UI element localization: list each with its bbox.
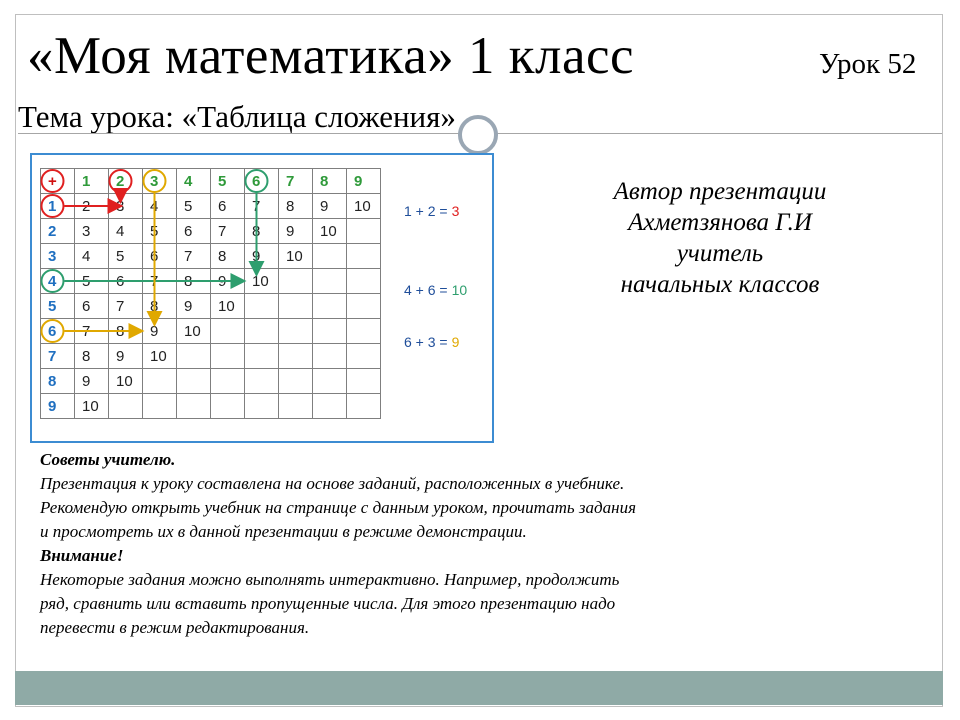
table-cell: 10	[279, 244, 313, 269]
table-cell	[143, 394, 177, 419]
table-cell: 3	[143, 169, 177, 194]
table-cell: 7	[41, 344, 75, 369]
table-cell	[211, 344, 245, 369]
table-cell	[313, 394, 347, 419]
table-cell	[279, 294, 313, 319]
table-cell: 5	[211, 169, 245, 194]
table-cell: 10	[143, 344, 177, 369]
tips-line: Рекомендую открыть учебник на странице с данным уроком, прочитать задания	[40, 498, 636, 517]
addition-table	[40, 168, 381, 419]
example-result: 3	[451, 203, 460, 219]
table-cell: 9	[41, 394, 75, 419]
lesson-topic: Тема урока: «Таблица сложения»	[18, 99, 456, 134]
table-cell	[279, 344, 313, 369]
table-cell	[245, 294, 279, 319]
table-cell	[245, 344, 279, 369]
table-cell	[347, 394, 381, 419]
table-cell: 7	[109, 294, 143, 319]
table-cell: 3	[109, 194, 143, 219]
table-cell: 9	[177, 294, 211, 319]
table-cell: 7	[75, 319, 109, 344]
table-cell	[245, 394, 279, 419]
table-cell: 8	[143, 294, 177, 319]
table-cell: 9	[143, 319, 177, 344]
table-row	[41, 369, 381, 394]
table-cell: 5	[75, 269, 109, 294]
table-cell	[347, 344, 381, 369]
table-cell: 3	[41, 244, 75, 269]
attention-heading: Внимание!	[40, 546, 124, 565]
table-cell	[279, 369, 313, 394]
table-cell: 5	[143, 219, 177, 244]
tips-line: ряд, сравнить или вставить пропущенные числа. Для этого презентацию надо	[40, 594, 616, 613]
table-row	[41, 319, 381, 344]
author-role: учитель	[676, 240, 764, 267]
table-cell: 6	[245, 169, 279, 194]
table-row	[41, 194, 381, 219]
example-result: 10	[451, 282, 468, 298]
table-row	[41, 344, 381, 369]
table-cell	[177, 344, 211, 369]
table-cell: 5	[109, 244, 143, 269]
slide-title: «Моя математика» 1 класс	[27, 27, 635, 85]
table-cell: 5	[177, 194, 211, 219]
tips-heading: Советы учителю.	[40, 450, 176, 469]
table-cell	[347, 269, 381, 294]
table-cell	[279, 319, 313, 344]
table-cell	[279, 269, 313, 294]
table-cell: 10	[347, 194, 381, 219]
table-cell	[313, 269, 347, 294]
table-cell: 7	[211, 219, 245, 244]
table-cell: 8	[211, 244, 245, 269]
footer-bar	[15, 671, 943, 705]
table-cell: 2	[41, 219, 75, 244]
table-cell: 6	[177, 219, 211, 244]
table-row	[41, 294, 381, 319]
table-cell: 1	[41, 194, 75, 219]
table-cell: 4	[75, 244, 109, 269]
table-cell: 8	[177, 269, 211, 294]
table-cell	[245, 319, 279, 344]
table-cell: 3	[75, 219, 109, 244]
table-cell: 10	[245, 269, 279, 294]
table-cell	[109, 394, 143, 419]
example-4-plus-6	[404, 282, 467, 298]
table-cell: 8	[313, 169, 347, 194]
table-cell: 10	[313, 219, 347, 244]
author-role-detail: начальных классов	[620, 271, 820, 298]
table-cell: 9	[75, 369, 109, 394]
table-cell: 8	[75, 344, 109, 369]
table-cell	[245, 369, 279, 394]
tips-line: и просмотреть их в данной презентации в режиме демонстрации.	[40, 522, 527, 541]
table-cell	[279, 394, 313, 419]
table-cell: 4	[41, 269, 75, 294]
table-cell	[313, 294, 347, 319]
table-cell: 9	[245, 244, 279, 269]
table-header-row	[41, 169, 381, 194]
table-cell	[177, 394, 211, 419]
table-cell: 6	[143, 244, 177, 269]
table-cell	[347, 219, 381, 244]
table-cell	[347, 319, 381, 344]
table-cell	[313, 369, 347, 394]
tips-line: перевести в режим редактирования.	[40, 618, 310, 637]
table-cell: 10	[109, 369, 143, 394]
table-cell: 8	[109, 319, 143, 344]
table-cell: 7	[177, 244, 211, 269]
table-cell: 2	[75, 194, 109, 219]
table-cell: 8	[279, 194, 313, 219]
example-6-plus-3	[404, 334, 459, 350]
author-line: Автор презентации	[613, 178, 827, 205]
table-cell	[177, 369, 211, 394]
example-result: 9	[451, 334, 460, 350]
decorative-ring-icon	[458, 115, 498, 155]
table-cell: 2	[109, 169, 143, 194]
author-block	[520, 176, 920, 300]
table-cell	[347, 244, 381, 269]
table-cell	[211, 369, 245, 394]
author-name: Ахметзянова Г.И	[628, 209, 812, 236]
table-cell: +	[41, 169, 75, 194]
table-cell: 4	[143, 194, 177, 219]
table-cell: 6	[75, 294, 109, 319]
table-cell: 9	[279, 219, 313, 244]
lesson-number: Урок 52	[819, 48, 917, 80]
table-cell	[347, 294, 381, 319]
tips-line: Презентация к уроку составлена на основе заданий, расположенных в учебнике.	[40, 474, 625, 493]
table-cell: 4	[177, 169, 211, 194]
table-cell: 9	[109, 344, 143, 369]
table-cell	[313, 244, 347, 269]
table-row	[41, 219, 381, 244]
example-expression: 4 + 6 =	[404, 282, 448, 298]
table-cell	[313, 319, 347, 344]
example-expression: 6 + 3 =	[404, 334, 448, 350]
table-cell: 10	[211, 294, 245, 319]
table-cell	[313, 344, 347, 369]
table-cell	[347, 369, 381, 394]
table-cell: 6	[109, 269, 143, 294]
table-cell: 8	[245, 219, 279, 244]
table-cell: 7	[279, 169, 313, 194]
table-cell: 1	[75, 169, 109, 194]
table-cell: 7	[143, 269, 177, 294]
table-cell: 6	[41, 319, 75, 344]
table-cell: 10	[177, 319, 211, 344]
tips-line: Некоторые задания можно выполнять интерактивно. Например, продолжить	[40, 570, 620, 589]
example-1-plus-2	[404, 203, 459, 219]
teacher-tips	[40, 448, 920, 640]
table-row	[41, 394, 381, 419]
table-cell: 9	[347, 169, 381, 194]
table-cell: 8	[41, 369, 75, 394]
table-cell: 5	[41, 294, 75, 319]
table-cell: 4	[109, 219, 143, 244]
example-expression: 1 + 2 =	[404, 203, 448, 219]
table-cell: 9	[313, 194, 347, 219]
table-cell	[143, 369, 177, 394]
table-row	[41, 244, 381, 269]
table-cell: 7	[245, 194, 279, 219]
table-cell	[211, 394, 245, 419]
table-cell: 9	[211, 269, 245, 294]
table-cell: 6	[211, 194, 245, 219]
table-cell	[211, 319, 245, 344]
table-cell: 10	[75, 394, 109, 419]
table-row	[41, 269, 381, 294]
